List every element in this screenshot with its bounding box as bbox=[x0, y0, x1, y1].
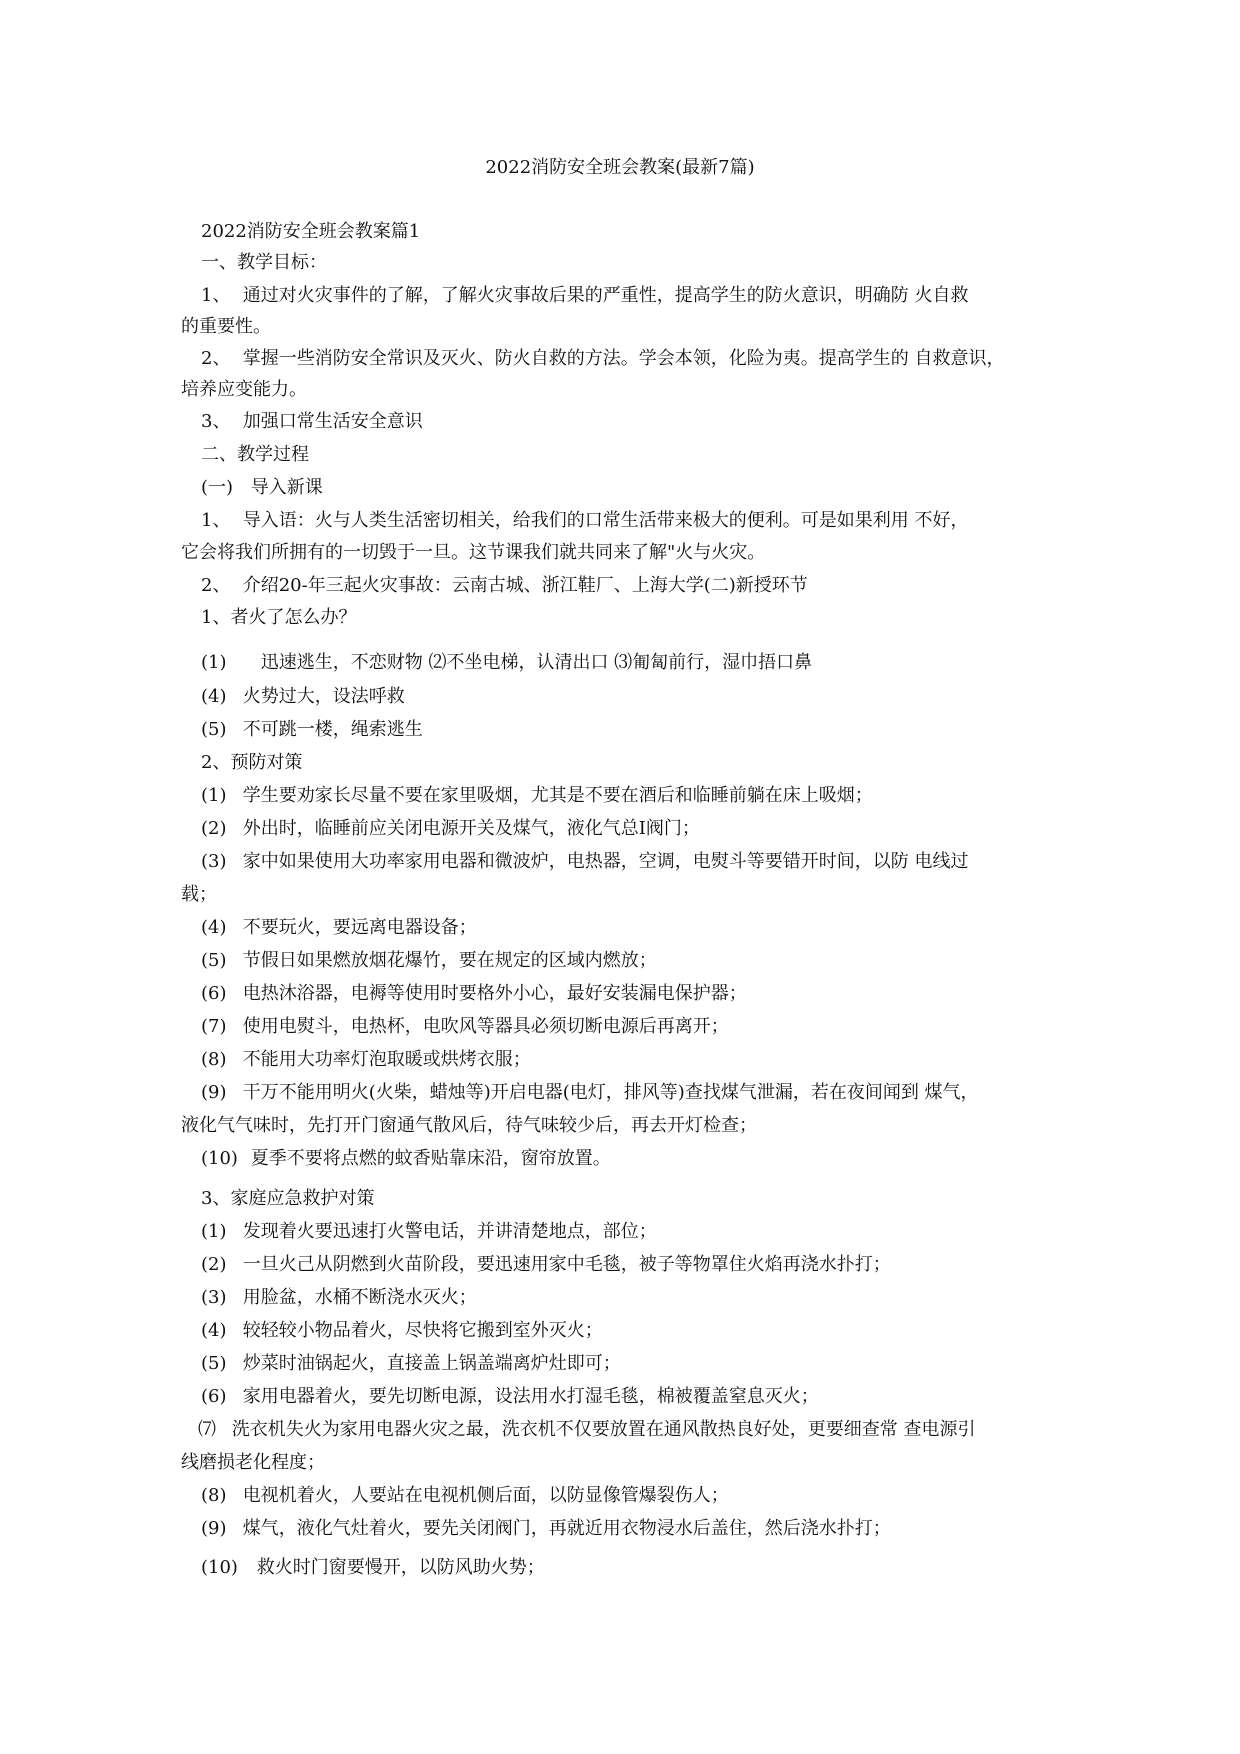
emergency-item bbox=[201, 1286, 477, 1310]
objective-item bbox=[201, 347, 1004, 371]
prevention-item bbox=[201, 982, 747, 1006]
prevention-item-text-continued: 载； bbox=[181, 884, 217, 905]
emergency-item bbox=[201, 1352, 621, 1376]
intro-number: (一) bbox=[201, 477, 234, 498]
emergency-item bbox=[201, 1385, 819, 1409]
prevention-item-text: 学生要劝家长尽量不要在家里吸烟，尤其是不要在酒后和临睡前躺在床上吸烟； bbox=[242, 785, 873, 806]
prevention-item bbox=[201, 949, 657, 973]
emergency-item-number: (8) bbox=[201, 1485, 227, 1506]
emergency-item-text: 一旦火己从阴燃到火苗阶段，要迅速用家中毛毯，被子等物罩住火焰再浇水扑打； bbox=[242, 1254, 891, 1275]
prevention-item-text-continued: 液化气气味时，先打开门窗通气散风后，待气味较少后，再去开灯检查； bbox=[181, 1115, 757, 1136]
fire-item bbox=[201, 685, 405, 709]
process-heading: 二、教学过程 bbox=[201, 444, 309, 465]
intro-heading-text: 导入新课 bbox=[250, 477, 323, 498]
prevention-item bbox=[201, 1081, 979, 1105]
emergency-item bbox=[201, 1517, 891, 1541]
prevention-item-number: (3) bbox=[201, 851, 227, 872]
prevention-item-text: 家中如果使用大功率家用电器和微波炉，电热器，空调，电熨斗等要错开时间，以防 电线过 bbox=[242, 851, 969, 872]
fire-item-number: (1) bbox=[201, 652, 227, 673]
prevention-item-number: (4) bbox=[201, 917, 227, 938]
intro-item-text-continued: 它会将我们所拥有的一切毁于一旦。这节课我们就共同来了解"火与火灾。 bbox=[181, 542, 766, 563]
prevention-item bbox=[201, 1015, 729, 1039]
prevention-item-text: 不要玩火，要远离电器设备； bbox=[242, 917, 477, 938]
prevention-item-text: 干万不能用明火(火柴，蜡烛等)开启电器(电灯，排风等)查找煤气泄漏，若在夜间闻到 煤气， bbox=[242, 1082, 979, 1103]
intro-item bbox=[201, 509, 968, 533]
document-title: 2022消防安全班会教案(最新7篇) bbox=[485, 157, 755, 178]
prevention-item-text: 不能用大功率灯泡取暖或烘烤衣服； bbox=[242, 1049, 531, 1070]
prevention-item-text: 电热沐浴器，电褥等使用时要格外小心，最好安装漏电保护器； bbox=[242, 983, 747, 1004]
fire-item bbox=[201, 651, 812, 675]
section-heading: 2022消防安全班会教案篇1 bbox=[201, 221, 421, 242]
prevention-item-number: (10) bbox=[201, 1148, 238, 1169]
emergency-item bbox=[201, 1484, 729, 1508]
objective-number: 2、 bbox=[201, 348, 231, 369]
objectives-heading: 一、教学目标： bbox=[201, 252, 327, 273]
emergency-item-text: 救火时门窗要慢开，以防风助火势； bbox=[256, 1557, 545, 1578]
emergency-item-text: 煤气，液化气灶着火，要先关闭阀门，再就近用衣物浸水后盖住，然后浇水扑打； bbox=[242, 1518, 891, 1539]
objective-item bbox=[201, 410, 423, 434]
emergency-item-number: (2) bbox=[201, 1254, 227, 1275]
fire-item-number: (4) bbox=[201, 686, 227, 707]
fire-heading: 1、者火了怎么办？ bbox=[201, 607, 357, 628]
prevention-item bbox=[201, 850, 968, 874]
fire-item-text: 不可跳一楼，绳索逃生 bbox=[242, 719, 423, 740]
prevention-item bbox=[201, 817, 700, 841]
emergency-item-text: 用脸盆，水桶不断浇水灭火； bbox=[242, 1287, 477, 1308]
objective-number: 1、 bbox=[201, 285, 231, 306]
emergency-item-number: (5) bbox=[201, 1353, 227, 1374]
prevention-item-number: (9) bbox=[201, 1082, 227, 1103]
prevention-item-number: (6) bbox=[201, 983, 227, 1004]
emergency-item-text: 发现着火要迅速打火警电话，并讲清楚地点，部位； bbox=[242, 1221, 657, 1242]
prevention-item-text: 节假日如果燃放烟花爆竹，要在规定的区域内燃放； bbox=[242, 950, 657, 971]
emergency-item-number: (1) bbox=[201, 1221, 227, 1242]
prevention-item bbox=[201, 916, 477, 940]
objective-item bbox=[201, 284, 968, 308]
emergency-item-text: 洗衣机失火为家用电器火灾之最，洗衣机不仅要放置在通风散热良好处，更要细查常 查电源引 bbox=[231, 1419, 976, 1440]
fire-item bbox=[201, 718, 423, 742]
objective-number: 3、 bbox=[201, 411, 231, 432]
emergency-item-number: (9) bbox=[201, 1518, 227, 1539]
prevention-item-text: 使用电熨斗，电热杯，电吹风等器具必须切断电源后再离开； bbox=[242, 1016, 729, 1037]
emergency-item-text: 电视机着火，人要站在电视机侧后面，以防显像管爆裂伤人； bbox=[242, 1485, 729, 1506]
emergency-item bbox=[201, 1319, 603, 1343]
prevention-item-number: (1) bbox=[201, 785, 227, 806]
fire-item-text: 迅速逃生，不恋财物 ⑵不坐电梯，认清出口 ⑶匍匐前行，湿巾捂口鼻 bbox=[260, 652, 813, 673]
prevention-item-number: (7) bbox=[201, 1016, 227, 1037]
emergency-item bbox=[201, 1220, 657, 1244]
emergency-heading: 3、家庭应急救护对策 bbox=[201, 1188, 375, 1209]
emergency-item bbox=[201, 1253, 891, 1277]
emergency-item-number: ⑺ bbox=[198, 1419, 216, 1440]
prevention-item-number: (5) bbox=[201, 950, 227, 971]
objective-text: 加强口常生活安全意识 bbox=[242, 411, 423, 432]
emergency-item bbox=[198, 1418, 975, 1442]
intro-item-text: 介绍20-年三起火灾事故：云南古城、浙江鞋厂、上海大学(二)新授环节 bbox=[242, 575, 808, 596]
intro-item-number: 1、 bbox=[201, 510, 231, 531]
prevention-item-text: 夏季不要将点燃的蚊香贴靠床沿，窗帘放置。 bbox=[250, 1148, 611, 1169]
objective-text: 通过对火灾事件的了解，了解火灾事故后果的严重性，提高学生的防火意识，明确防 火自救 bbox=[242, 285, 969, 306]
intro-heading bbox=[201, 476, 323, 500]
objective-text-continued: 培养应变能力。 bbox=[181, 379, 307, 400]
intro-item bbox=[201, 574, 808, 598]
prevention-item bbox=[201, 1147, 611, 1171]
prevention-item-text: 外出时，临睡前应关闭电源开关及煤气，液化气总I阀门； bbox=[242, 818, 700, 839]
fire-item-text: 火势过大，设法呼救 bbox=[242, 686, 405, 707]
prevention-item bbox=[201, 1048, 531, 1072]
emergency-item-text: 炒菜时油锅起火，直接盖上锅盖端离炉灶即可； bbox=[242, 1353, 621, 1374]
emergency-item-number: (3) bbox=[201, 1287, 227, 1308]
prevention-heading: 2、预防对策 bbox=[201, 752, 303, 773]
prevention-item-number: (2) bbox=[201, 818, 227, 839]
emergency-item bbox=[201, 1556, 545, 1580]
emergency-item-text: 较轻较小物品着火，尽快将它搬到室外灭火； bbox=[242, 1320, 603, 1341]
intro-item-number: 2、 bbox=[201, 575, 231, 596]
emergency-item-number: (10) bbox=[201, 1557, 238, 1578]
prevention-item-number: (8) bbox=[201, 1049, 227, 1070]
objective-text-continued: 的重要性。 bbox=[181, 316, 271, 337]
intro-item-text: 导入语：火与人类生活密切相关，给我们的口常生活带来极大的便利。可是如果利用 不好， bbox=[242, 510, 969, 531]
emergency-item-text-continued: 线磨损老化程度； bbox=[181, 1452, 325, 1473]
objective-text: 掌握一些消防安全常识及灭火、防火自救的方法。学会本领，化险为夷。提高学生的 自救意识， bbox=[242, 348, 1005, 369]
fire-item-number: (5) bbox=[201, 719, 227, 740]
prevention-item bbox=[201, 784, 873, 808]
emergency-item-text: 家用电器着火，要先切断电源，设法用水打湿毛毯，棉被覆盖窒息灭火； bbox=[242, 1386, 819, 1407]
emergency-item-number: (6) bbox=[201, 1386, 227, 1407]
emergency-item-number: (4) bbox=[201, 1320, 227, 1341]
